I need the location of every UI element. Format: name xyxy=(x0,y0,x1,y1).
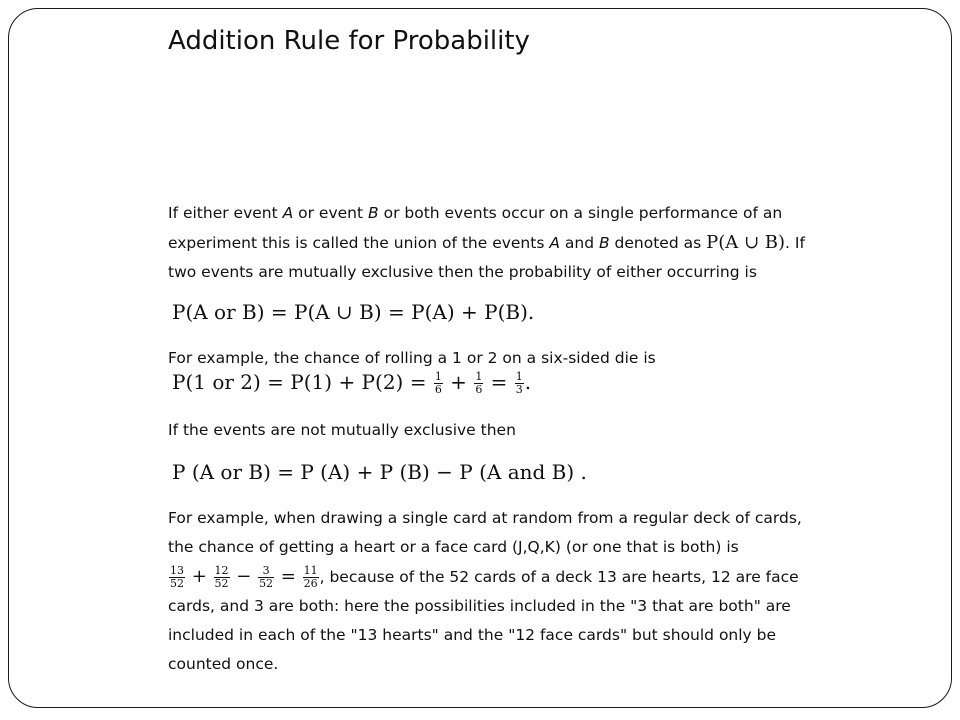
equation-die-example: P(1 or 2) = P(1) + P(2) = $\frac{1}{6}$ + $\frac{1}{6}$ = $\frac{1}{3}$ . xyxy=(172,370,532,396)
fraction-one-sixth: $\frac{1}{6}$ xyxy=(434,370,442,396)
card-example-paragraph: $\frac{13}{52}$ + $\frac{12}{52}$ − $\frac{3}{52}$ = $\frac{11}{26}$ , because of the 52 cards of a deck 13 are hearts, 12 are face cards, and 3 are both: here the possibilities included in the "3 that are both" are included in each of the "13 hearts" and the "12 face cards" but should only be counted once. xyxy=(168,563,799,673)
union-notation: P(A ∪ B) xyxy=(706,232,786,253)
fraction-one-sixth-second: $\frac{1}{6}$ xyxy=(475,370,483,396)
die-example-text: For example, the chance of rolling a 1 or 2 on a six-sided die is xyxy=(168,349,656,367)
equation-mutually-exclusive: P(A or B) = P(A ∪ B) = P(A) + P(B). xyxy=(172,300,535,324)
fraction-one-third: $\frac{1}{3}$ xyxy=(515,370,523,396)
union-definition-paragraph: If either event A or event B or both events occur on a single performance of an experiment this is called the union of the events A and B denoted as P(A ∪ B). If two events are mutually exclusive then the probability of either occurring is xyxy=(168,204,805,281)
slide-title: Addition Rule for Probability xyxy=(168,26,530,56)
not-exclusive-text: If the events are not mutually exclusive then xyxy=(168,421,516,439)
card-example-lead: For example, when drawing a single card at random from a regular deck of cards, the chance of getting a heart or a face card (J,Q,K) (or one that is both) is xyxy=(168,509,802,556)
card-fraction-expression: $\frac{13}{52}$ + $\frac{12}{52}$ − $\frac{3}{52}$ = $\frac{11}{26}$ xyxy=(170,563,318,590)
equation-not-exclusive: P (A or B) = P (A) + P (B) − P (A and B) . xyxy=(172,460,587,484)
